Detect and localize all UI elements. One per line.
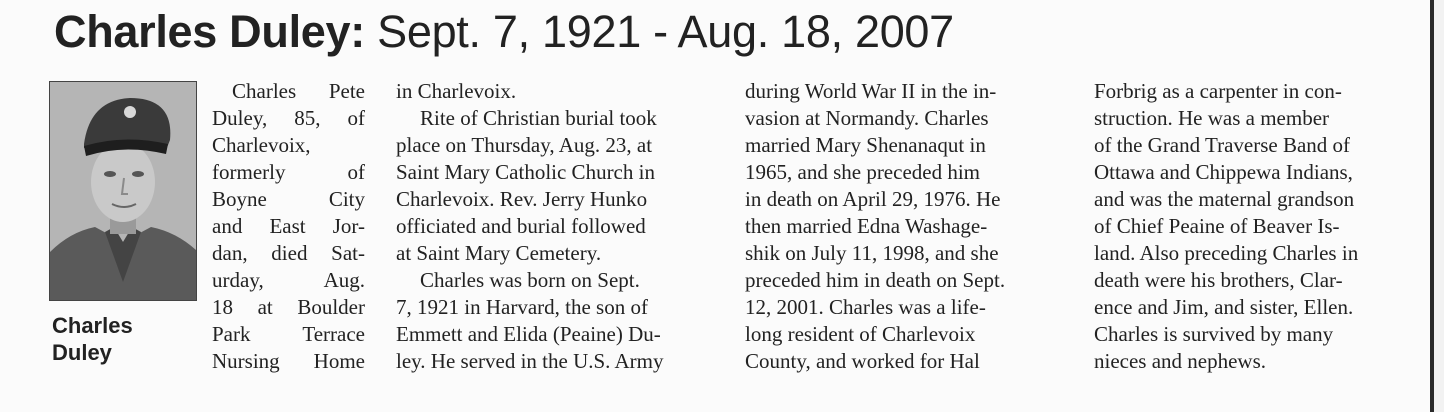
text-line: preceded him in death on Sept. xyxy=(745,268,1006,292)
text-line: 18 at Boulder xyxy=(212,295,365,319)
text-column-1 xyxy=(212,78,365,375)
text-line: in death on April 29, 1976. He xyxy=(745,187,1001,211)
text-line: Emmett and Elida (Peaine) Du- xyxy=(396,322,661,346)
caption-line-2: Duley xyxy=(52,340,112,365)
text-line: Duley, 85, of xyxy=(212,106,365,130)
text-line: officiated and burial followed xyxy=(396,214,646,238)
text-line: place on Thursday, Aug. 23, at xyxy=(396,133,653,157)
scan-edge-line xyxy=(1430,0,1434,412)
text-line: then married Edna Washage- xyxy=(745,214,988,238)
text-line: Forbrig as a carpenter in con- xyxy=(1094,79,1342,103)
headline-name: Charles Duley: xyxy=(54,6,365,57)
text-line: and was the maternal grandson xyxy=(1094,187,1355,211)
text-line: of the Grand Traverse Band of xyxy=(1094,133,1351,157)
text-line: Charles Pete xyxy=(232,79,365,103)
text-line: Charlevoix. Rev. Jerry Hunko xyxy=(396,187,648,211)
portrait-photo-drawing xyxy=(50,82,196,300)
text-line: married Mary Shenanaqut in xyxy=(745,133,986,157)
text-line: death were his brothers, Clar- xyxy=(1094,268,1343,292)
text-line: and East Jor- xyxy=(212,214,365,238)
text-line: long resident of Charlevoix xyxy=(745,322,976,346)
text-line: of Chief Peaine of Beaver Is- xyxy=(1094,214,1340,238)
portrait-photo xyxy=(49,81,197,301)
text-line: Rite of Christian burial took xyxy=(420,106,657,130)
scan-margin xyxy=(1434,0,1444,412)
text-column-4 xyxy=(1094,78,1412,375)
text-line: Ottawa and Chippewa Indians, xyxy=(1094,160,1353,184)
text-column-2 xyxy=(396,78,714,375)
text-line: Nursing Home xyxy=(212,349,365,373)
text-line: in Charlevoix. xyxy=(396,79,517,103)
text-column-3 xyxy=(745,78,1063,375)
text-line: nieces and nephews. xyxy=(1094,349,1267,373)
text-line: land. Also preceding Charles in xyxy=(1094,241,1359,265)
text-line: formerly of xyxy=(212,160,365,184)
text-line: urday, Aug. xyxy=(212,268,365,292)
text-line: dan, died Sat- xyxy=(212,241,365,265)
text-line: shik on July 11, 1998, and she xyxy=(745,241,999,265)
text-line: during World War II in the in- xyxy=(745,79,997,103)
text-line: Boyne City xyxy=(212,187,365,211)
text-line: 12, 2001. Charles was a life- xyxy=(745,295,986,319)
text-line: ence and Jim, and sister, Ellen. xyxy=(1094,295,1354,319)
obituary-headline xyxy=(54,2,954,62)
text-line: County, and worked for Hal xyxy=(745,349,980,373)
photo-caption xyxy=(52,312,133,366)
text-line: Park Terrace xyxy=(212,322,365,346)
text-line: 1965, and she preceded him xyxy=(745,160,981,184)
text-line: Charles is survived by many xyxy=(1094,322,1334,346)
headline-dates: Sept. 7, 1921 - Aug. 18, 2007 xyxy=(364,6,954,57)
text-line: Saint Mary Catholic Church in xyxy=(396,160,655,184)
text-line: 7, 1921 in Harvard, the son of xyxy=(396,295,648,319)
text-line: vasion at Normandy. Charles xyxy=(745,106,989,130)
text-line: Charlevoix, xyxy=(212,133,311,157)
caption-line-1: Charles xyxy=(52,313,133,338)
text-line: Charles was born on Sept. xyxy=(420,268,640,292)
text-line: at Saint Mary Cemetery. xyxy=(396,241,602,265)
text-line: struction. He was a member xyxy=(1094,106,1330,130)
text-line: ley. He served in the U.S. Army xyxy=(396,349,664,373)
